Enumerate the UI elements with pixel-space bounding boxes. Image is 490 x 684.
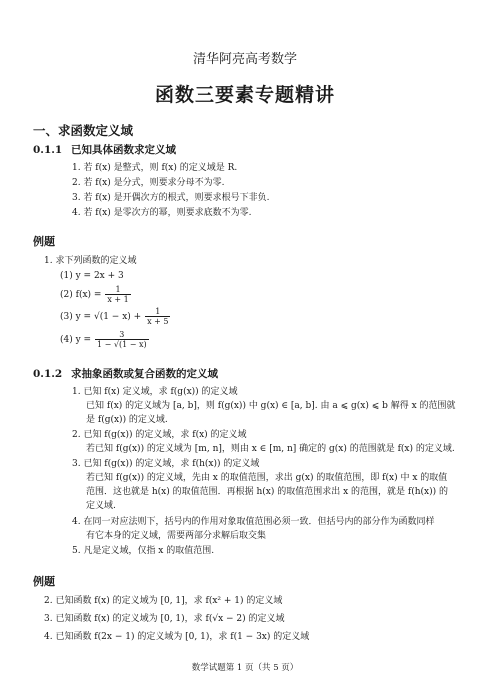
fraction [145, 307, 170, 326]
method-item: 3. 已知 f(g(x)) 的定义域，求 f(h(x)) 的定义域 [72, 459, 260, 469]
example-part-label: (3) y = √(1 − x) + [60, 312, 142, 322]
example-part-3 [60, 307, 171, 326]
fraction [105, 285, 130, 304]
subsection-title: 已知具体函数求定义域 [71, 144, 176, 156]
rule-item: 2. 若 f(x) 是分式，则要求分母不为零. [72, 178, 225, 188]
subsection-heading-0-1-2 [33, 366, 218, 381]
fraction [95, 330, 149, 349]
example-item: 3. 已知函数 f(x) 的定义域为 [0, 1)，求 f(√x − 2) 的定义域 [44, 614, 285, 624]
method-text: 范围．这也就是 h(x) 的取值范围．再根据 h(x) 的取值范围求出 x 的范围，就是 f(h(x)) 的 [86, 487, 449, 497]
rule-item: 1. 若 f(x) 是整式，则 f(x) 的定义域是 R. [72, 163, 238, 173]
method-item: 2. 已知 f(g(x)) 的定义域，求 f(x) 的定义域 [72, 430, 247, 440]
method-item: 4. 在同一对应法则下，括号内的作用对象取值范围必须一致．但括号内的部分作为函数同样 [72, 517, 435, 527]
example-part: (1) y = 2x + 3 [60, 271, 124, 281]
method-text: 定义域. [86, 501, 116, 511]
method-text: 已知 f(x) 的定义域为 [a, b]，则 f(g(x)) 中 g(x) ∈ [a, b]. 由 a ⩽ g(x) ⩽ b 解得 x 的范围就 [86, 401, 456, 411]
subsection-number: 0.1.1 [33, 144, 63, 156]
section-heading: 一、求函数定义域 [33, 123, 134, 138]
document-subtitle: 清华阿亮高考数学 [192, 52, 297, 67]
rule-item: 3. 若 f(x) 是开偶次方的根式，则要求根号下非负. [72, 193, 270, 203]
method-text: 有它本身的定义域，需要两部分求解后取交集 [86, 531, 267, 541]
example-part-2 [60, 285, 132, 304]
rule-item: 4. 若 f(x) 是零次方的幂，则要求底数不为零. [72, 208, 252, 218]
page-footer: 数学试题第 1 页（共 5 页） [191, 663, 299, 673]
document-title: 函数三要素专题精讲 [154, 84, 335, 106]
example-part-label: (2) f(x) = [60, 290, 102, 300]
method-item: 1. 已知 f(x) 定义域，求 f(g(x)) 的定义域 [72, 387, 238, 397]
example-item: 4. 已知函数 f(2x − 1) 的定义域为 [0, 1)，求 f(1 − 3x) 的定义域 [44, 632, 310, 642]
fraction-denominator: 1 − √(1 − x) [96, 340, 147, 349]
example-heading: 例题 [33, 235, 55, 248]
fraction-denominator: x + 1 [107, 295, 129, 304]
fraction-numerator: 1 [105, 285, 130, 295]
fraction-numerator: 1 [145, 307, 170, 317]
method-item: 5. 凡是定义域，仅指 x 的取值范围. [72, 546, 215, 556]
subsection-heading-0-1-1 [33, 142, 176, 157]
subsection-title: 求抽象函数或复合函数的定义域 [71, 368, 218, 380]
example-part-4 [60, 330, 150, 349]
example-item: 2. 已知函数 f(x) 的定义域为 [0, 1]，求 f(x² + 1) 的定义域 [44, 596, 283, 606]
example-part-label: (4) y = [60, 335, 92, 345]
example-prompt: 1. 求下列函数的定义域 [44, 256, 137, 266]
method-text: 若已知 f(g(x)) 的定义域，先由 x 的取值范围，求出 g(x) 的取值范围，即 f(x) 中 x 的取值 [86, 473, 448, 483]
fraction-denominator: x + 5 [147, 317, 169, 326]
subsection-number: 0.1.2 [33, 368, 63, 380]
example-heading: 例题 [33, 575, 55, 588]
method-text: 是 f(g(x)) 的定义域. [86, 415, 168, 425]
fraction-numerator: 3 [95, 330, 149, 340]
method-text: 若已知 f(g(x)) 的定义域为 [m, n]，则由 x ∈ [m, n] 确定的 g(x) 的范围就是 f(x) 的定义域. [86, 444, 455, 454]
